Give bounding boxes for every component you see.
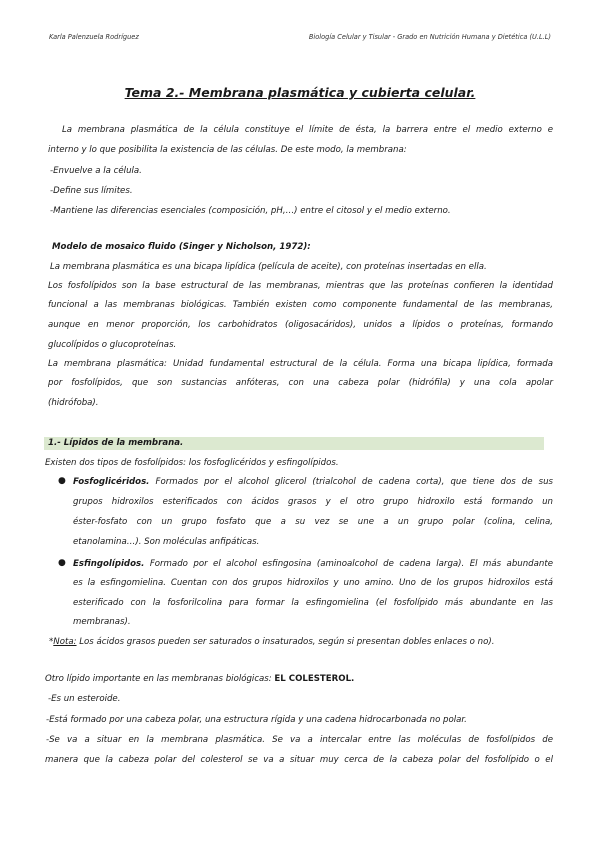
- bullet-line: éster-fosfato con un grupo fosfato que a su vez se une a un grupo polar (colina, celina,: [73, 517, 553, 527]
- note: *Nota: Los ácidos grasos pueden ser saturados o insaturados, según si presentan dobles enlaces o no).: [49, 637, 495, 647]
- mosaic-heading: Modelo de mosaico fluido (Singer y Nicholson, 1972):: [52, 242, 311, 252]
- mosaic-line: funcional a las membranas biológicas. También existen como componente fundamental de las membranas,: [48, 300, 553, 310]
- bullet-line: es la esfingomielina. Cuentan con dos grupos hidroxilos y uno amino. Uno de los grupos hidroxilos está: [73, 578, 553, 588]
- mosaic-line: por fosfolípidos, que son sustancias anfóteras, con una cabeza polar (hidrófila) y una cola apolar: [48, 378, 553, 388]
- cholesterol-item: -Está formado por una cabeza polar, una estructura rígida y una cadena hidrocarbonada no polar.: [46, 715, 467, 725]
- page-title: Tema 2.- Membrana plasmática y cubierta celular.: [124, 85, 476, 100]
- intro-item: -Mantiene las diferencias esenciales (composición, pH,…) entre el citosol y el medio externo.: [50, 206, 451, 216]
- cholesterol-item: manera que la cabeza polar del colesterol se va a situar muy cerca de la cabeza polar del fosfolípido o el: [45, 755, 553, 765]
- bullet-line: etanolamina…). Son moléculas anfipáticas.: [73, 537, 260, 547]
- intro-item: -Envuelve a la célula.: [50, 166, 142, 176]
- mosaic-line: aunque en menor proporción, los carbohidratos (oligosacáridos), unidos a lípidos o proteínas, formando: [48, 320, 553, 330]
- mosaic-line: glucolípidos o glucoproteínas.: [48, 340, 177, 350]
- cholesterol-intro: Otro lípido importante en las membranas biológicas: EL COLESTEROL.: [45, 674, 355, 684]
- note-text: Los ácidos grasos pueden ser saturados o insaturados, según si presentan dobles enlaces o no).: [76, 637, 495, 647]
- header-course: Biología Celular y Tisular - Grado en Nutrición Humana y Dietética (U.L.L): [308, 33, 551, 41]
- note-label: Nota:: [53, 637, 77, 647]
- intro-line-1: La membrana plasmática de la célula constituye el límite de ésta, la barrera entre el medio externo e: [62, 125, 553, 135]
- section-heading: 1.- Lípidos de la membrana.: [48, 438, 184, 448]
- bullet-esfingolipidos: [73, 559, 553, 570]
- bullet-fosfogliceridos: [73, 477, 553, 488]
- intro-item: -Define sus límites.: [50, 186, 133, 196]
- bullet-text: Formado por el alcohol esfingosina (aminoalcohol de cadena larga). El más abundante: [144, 559, 553, 569]
- intro-line-2: interno y lo que posibilita la existencia de las células. De este modo, la membrana:: [48, 145, 407, 155]
- bullet-term: Esfingolípidos.: [73, 559, 145, 569]
- header-author: Karla Palenzuela Rodríguez: [49, 33, 139, 41]
- cholesterol-item: -Se va a situar en la membrana plasmática. Se va a intercalar entre las moléculas de fosfolípidos de: [46, 735, 553, 745]
- bullet-term: Fosfoglicéridos.: [73, 477, 150, 487]
- cholesterol-name: EL COLESTEROL.: [274, 674, 355, 684]
- section-intro: Existen dos tipos de fosfolípidos: los fosfoglicéridos y esfingolípidos.: [45, 458, 339, 468]
- bullet-line: membranas).: [73, 617, 131, 627]
- bullet-icon: ●: [58, 476, 66, 486]
- mosaic-line: (hidrófoba).: [48, 398, 99, 408]
- mosaic-line: Los fosfolípidos son la base estructural de las membranas, mientras que las proteínas confieren la identidad: [48, 281, 553, 291]
- bullet-text: Formados por el alcohol glicerol (trialcohol de cadena corta), que tiene dos de sus: [149, 477, 553, 487]
- cholesterol-item: -Es un esteroide.: [48, 694, 121, 704]
- mosaic-line: La membrana plasmática: Unidad fundamental estructural de la célula. Forma una bicapa lipídica, formada: [48, 359, 553, 369]
- mosaic-line: La membrana plasmática es una bicapa lipídica (película de aceite), con proteínas insertadas en ella.: [50, 262, 487, 272]
- bullet-line: grupos hidroxilos esterificados con ácidos grasos y el otro grupo hidroxilo está formando un: [73, 497, 553, 507]
- bullet-icon: ●: [58, 558, 66, 568]
- bullet-line: esterificado con la fosforilcolina para formar la esfingomielina (el fosfolípido más abundante en las: [73, 598, 553, 608]
